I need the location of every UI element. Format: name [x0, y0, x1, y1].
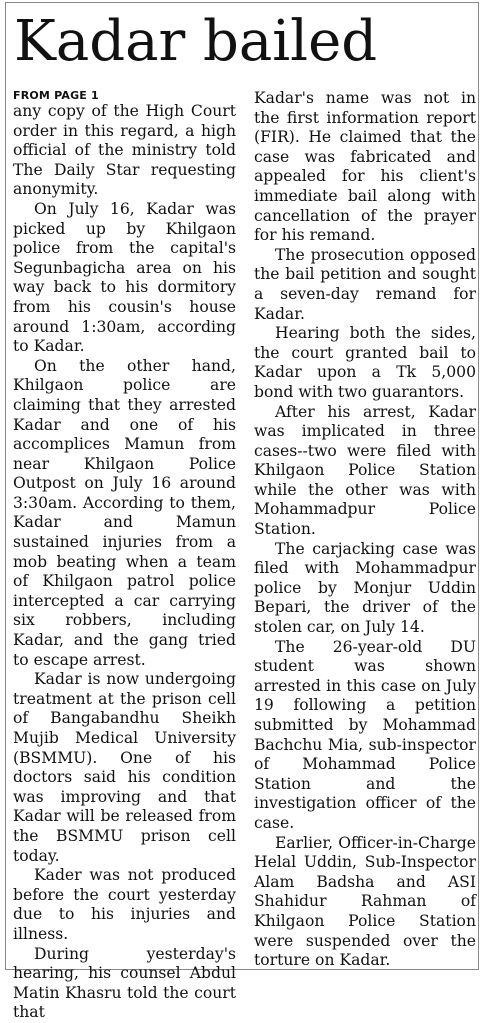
paragraph: On July 16, Kadar was picked up by Khilgaon police from the capital's Segunbagicha area on his way back to his dormitory from his cousin's house around 1:30am, according to Kadar. [13, 199, 236, 356]
article-column-left [13, 89, 236, 1023]
paragraph: Hearing both the sides, the court granted bail to Kadar upon a Tk 5,000 bond with two guarantors. [254, 324, 476, 401]
paragraph: During yesterday's hearing, his counsel Abdul Matin Khasru told the court that [13, 944, 236, 1022]
paragraph: The 26-year-old DU student was shown arrested in this case on July 19 following a petition submitted by Mohammad Bachchu Mia, sub-inspector of Mohammad Police Station and the investigation officer of the case. [254, 637, 476, 832]
paragraph: Earlier, Officer-in-Charge Helal Uddin, Sub-Inspector Alam Badsha and ASI Shahidur Rahman of Khilgaon Police Station were suspended over the torture on Kadar. [254, 833, 476, 970]
kicker-label: FROM PAGE 1 [13, 89, 99, 102]
border-left [5, 2, 6, 970]
paragraph: The prosecution opposed the bail petition and sought a seven-day remand for Kadar. [254, 245, 476, 323]
paragraph: any copy of the High Court order in this regard, a high official of the ministry told The Daily Star requesting anonymity. [13, 102, 236, 199]
border-top [5, 2, 479, 3]
paragraph: The carjacking case was filed with Mohammadpur police by Monjur Uddin Bepari, the driver of the stolen car, on July 14. [254, 539, 476, 637]
paragraph: Kader was not produced before the court yesterday due to his injuries and illness. [13, 866, 236, 943]
paragraph: After his arrest, Kadar was implicated in three cases--two were filed with Khilgaon Police Station while the other was with Mohammadpur Police Station. [254, 402, 476, 539]
paragraph: Kadar's name was not in the first information report (FIR). He claimed that the case was fabricated and appealed for his client's immediate bail along with cancellation of the prayer for his remand. [254, 89, 476, 245]
headline: Kadar bailed [14, 9, 378, 74]
paragraph: On the other hand, Khilgaon police are claiming that they arrested Kadar and one of his accomplices Mamun from near Khilgaon Police Outpost on July 16 around 3:30am. According to them, Kadar and Mamun sustained injuries from a mob beating when a team of Khilgaon patrol police intercepted a car carrying six robbers, including Kadar, and the gang tried to escape arrest. [13, 356, 236, 669]
article-column-right [254, 89, 476, 971]
paragraph: Kadar is now undergoing treatment at the prison cell of Bangabandhu Sheikh Mujib Medical University (BSMMU). One of his doctors said his condition was improving and that Kadar will be released from the BSMMU prison cell today. [13, 670, 236, 865]
border-right [478, 2, 479, 970]
